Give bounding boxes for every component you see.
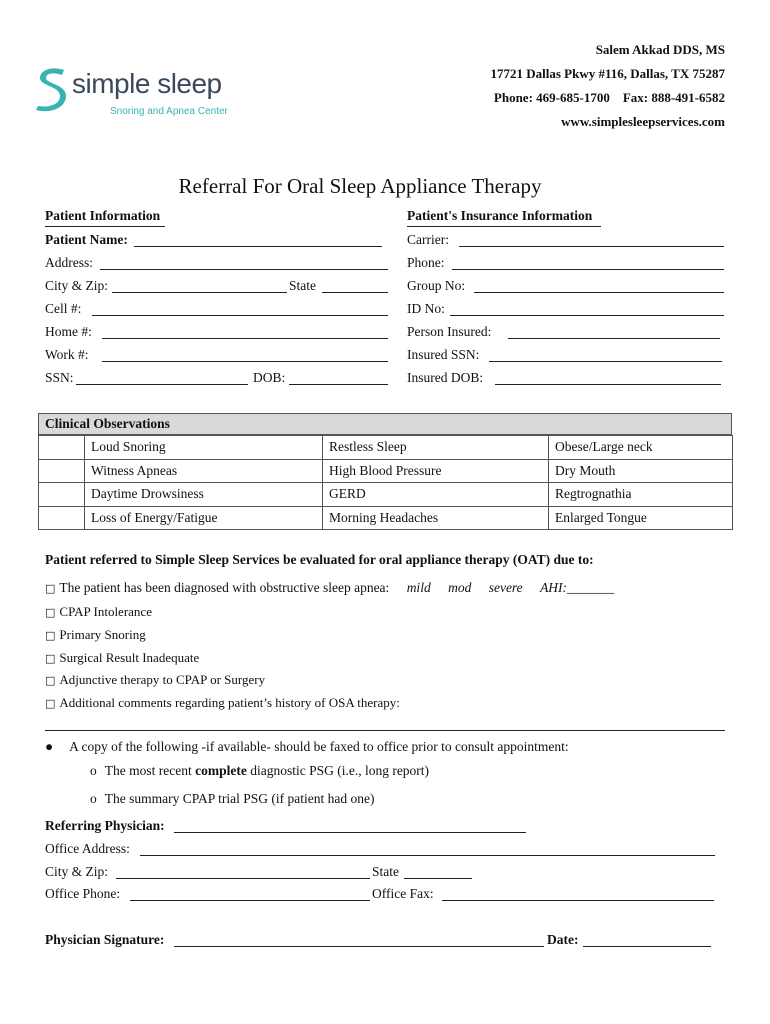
adjunctive-label: Adjunctive therapy to CPAP or Surgery — [59, 672, 266, 687]
clinical-observations-header — [38, 413, 732, 435]
table-cell[interactable]: Obese/Large neck — [549, 436, 733, 460]
checkbox-cell[interactable] — [39, 436, 85, 460]
table-cell[interactable]: Restless Sleep — [323, 436, 549, 460]
circle-bullet-icon: o — [90, 791, 97, 806]
work-field[interactable] — [102, 361, 388, 362]
physician-city-zip-label: City & Zip: — [45, 864, 109, 879]
checkbox-icon[interactable]: □ — [45, 606, 56, 619]
insured-ssn-field[interactable] — [489, 361, 722, 362]
physician-city-zip-field[interactable] — [116, 878, 370, 879]
page-title: Referral For Oral Sleep Appliance Therapy — [178, 174, 542, 198]
carrier-field[interactable] — [459, 246, 724, 247]
clinical-heading: Clinical Observations — [45, 416, 170, 431]
carrier-label: Carrier: — [407, 232, 449, 247]
cpap-intolerance-label: CPAP Intolerance — [59, 604, 152, 619]
address-label: Address: — [45, 255, 93, 270]
adjunctive-option[interactable] — [45, 672, 265, 688]
bullet-icon: ● — [45, 739, 54, 754]
home-label: Home #: — [45, 324, 92, 339]
table-cell[interactable]: Daytime Drowsiness — [85, 483, 323, 507]
address-field[interactable] — [100, 269, 388, 270]
table-row — [39, 483, 733, 507]
dob-label: DOB: — [253, 370, 286, 385]
ssn-field[interactable] — [76, 384, 248, 385]
office-address-label: Office Address: — [45, 841, 130, 856]
office-phone-label: Office Phone: — [45, 886, 121, 901]
table-cell[interactable]: High Blood Pressure — [323, 459, 549, 483]
date-field[interactable] — [583, 946, 711, 947]
logo-tagline: Snoring and Apnea Center — [110, 106, 228, 117]
table-row — [39, 459, 733, 483]
fax-item-2 — [90, 791, 374, 807]
cell-label: Cell #: — [45, 301, 82, 316]
severity-mild[interactable]: mild — [406, 580, 431, 595]
cpap-intolerance-option[interactable] — [45, 604, 152, 620]
referral-heading: Patient referred to Simple Sleep Services be evaluated for oral appliance therapy (OAT) due to: — [45, 552, 594, 567]
city-zip-label: City & Zip: — [45, 278, 109, 293]
table-row — [39, 506, 733, 530]
additional-comments-option[interactable] — [45, 695, 400, 711]
physician-state-label: State — [372, 864, 399, 879]
home-field[interactable] — [102, 338, 388, 339]
ins-phone-label: Phone: — [407, 255, 445, 270]
osa-label: The patient has been diagnosed with obstructive sleep apnea: — [59, 580, 390, 595]
ssn-label: SSN: — [45, 370, 74, 385]
surgical-option[interactable] — [45, 650, 199, 666]
patient-name-label: Patient Name: — [45, 232, 128, 247]
osa-option[interactable] — [45, 580, 614, 596]
work-label: Work #: — [45, 347, 89, 362]
office-fax-label: Office Fax: — [372, 886, 434, 901]
fax-item-1-post: diagnostic PSG (i.e., long report) — [246, 763, 430, 778]
additional-comments-label: Additional comments regarding patient’s history of OSA therapy: — [59, 695, 400, 710]
additional-comments-field[interactable] — [45, 730, 725, 731]
state-field[interactable] — [322, 292, 388, 293]
checkbox-cell[interactable] — [39, 483, 85, 507]
severity-mod[interactable]: mod — [448, 580, 472, 595]
table-cell[interactable]: Loss of Energy/Fatigue — [85, 506, 323, 530]
primary-snoring-label: Primary Snoring — [59, 627, 146, 642]
table-cell[interactable]: GERD — [323, 483, 549, 507]
fax-item-2-text: The summary CPAP trial PSG (if patient had one) — [104, 791, 375, 806]
checkbox-icon[interactable]: □ — [45, 652, 56, 665]
dob-field[interactable] — [289, 384, 388, 385]
logo-name: simple sleep — [72, 68, 222, 99]
cell-field[interactable] — [92, 315, 388, 316]
group-no-field[interactable] — [474, 292, 724, 293]
insured-dob-field[interactable] — [495, 384, 721, 385]
insured-dob-label: Insured DOB: — [407, 370, 484, 385]
table-cell[interactable]: Morning Headaches — [323, 506, 549, 530]
table-cell[interactable]: Witness Apneas — [85, 459, 323, 483]
checkbox-cell[interactable] — [39, 506, 85, 530]
physician-signature-field[interactable] — [174, 946, 544, 947]
insured-ssn-label: Insured SSN: — [407, 347, 480, 362]
fax-item-1 — [90, 763, 429, 779]
logo-icon — [34, 66, 70, 112]
table-cell[interactable]: Dry Mouth — [549, 459, 733, 483]
fax-note-text: A copy of the following -if available- should be faxed to office prior to consult appointment: — [69, 739, 569, 754]
table-cell[interactable]: Regtrognathia — [549, 483, 733, 507]
state-label: State — [289, 278, 316, 293]
severity-severe[interactable]: severe — [488, 580, 523, 595]
practice-phone-fax: Phone: 469-685-1700 Fax: 888-491-6582 — [493, 90, 725, 105]
fax-item-1-pre: The most recent — [104, 763, 196, 778]
person-insured-label: Person Insured: — [407, 324, 492, 339]
fax-item-1-bold: complete — [195, 763, 247, 778]
clinical-table — [38, 435, 733, 530]
checkbox-icon[interactable]: □ — [45, 674, 56, 687]
checkbox-icon[interactable]: □ — [45, 629, 56, 642]
id-no-label: ID No: — [407, 301, 445, 316]
checkbox-cell[interactable] — [39, 459, 85, 483]
fax-note — [45, 739, 569, 755]
referring-physician-field[interactable] — [174, 832, 526, 833]
table-row — [39, 436, 733, 460]
patient-info-heading: Patient Information — [45, 208, 161, 223]
physician-signature-label: Physician Signature: — [45, 932, 165, 947]
physician-state-field[interactable] — [404, 878, 472, 879]
table-cell[interactable]: Loud Snoring — [85, 436, 323, 460]
checkbox-icon[interactable]: □ — [45, 697, 56, 710]
primary-snoring-option[interactable] — [45, 627, 146, 643]
office-fax-field[interactable] — [442, 900, 714, 901]
insurance-heading: Patient's Insurance Information — [407, 208, 593, 223]
practice-address: 17721 Dallas Pkwy #116, Dallas, TX 75287 — [490, 66, 725, 81]
surgical-label: Surgical Result Inadequate — [59, 650, 200, 665]
ins-phone-field[interactable] — [452, 269, 724, 270]
table-cell[interactable]: Enlarged Tongue — [549, 506, 733, 530]
checkbox-icon[interactable]: □ — [45, 582, 56, 595]
id-no-field[interactable] — [450, 315, 724, 316]
referring-physician-label: Referring Physician: — [45, 818, 165, 833]
person-insured-field[interactable] — [508, 338, 720, 339]
circle-bullet-icon: o — [90, 763, 97, 778]
ahi-field[interactable]: AHI:_______ — [540, 580, 615, 595]
practice-website: www.simplesleepservices.com — [561, 114, 725, 129]
group-no-label: Group No: — [407, 278, 466, 293]
office-address-field[interactable] — [140, 855, 715, 856]
date-label: Date: — [547, 932, 579, 947]
city-zip-field[interactable] — [112, 292, 287, 293]
office-phone-field[interactable] — [130, 900, 370, 901]
practice-name: Salem Akkad DDS, MS — [595, 42, 725, 57]
patient-name-field[interactable] — [134, 246, 382, 247]
